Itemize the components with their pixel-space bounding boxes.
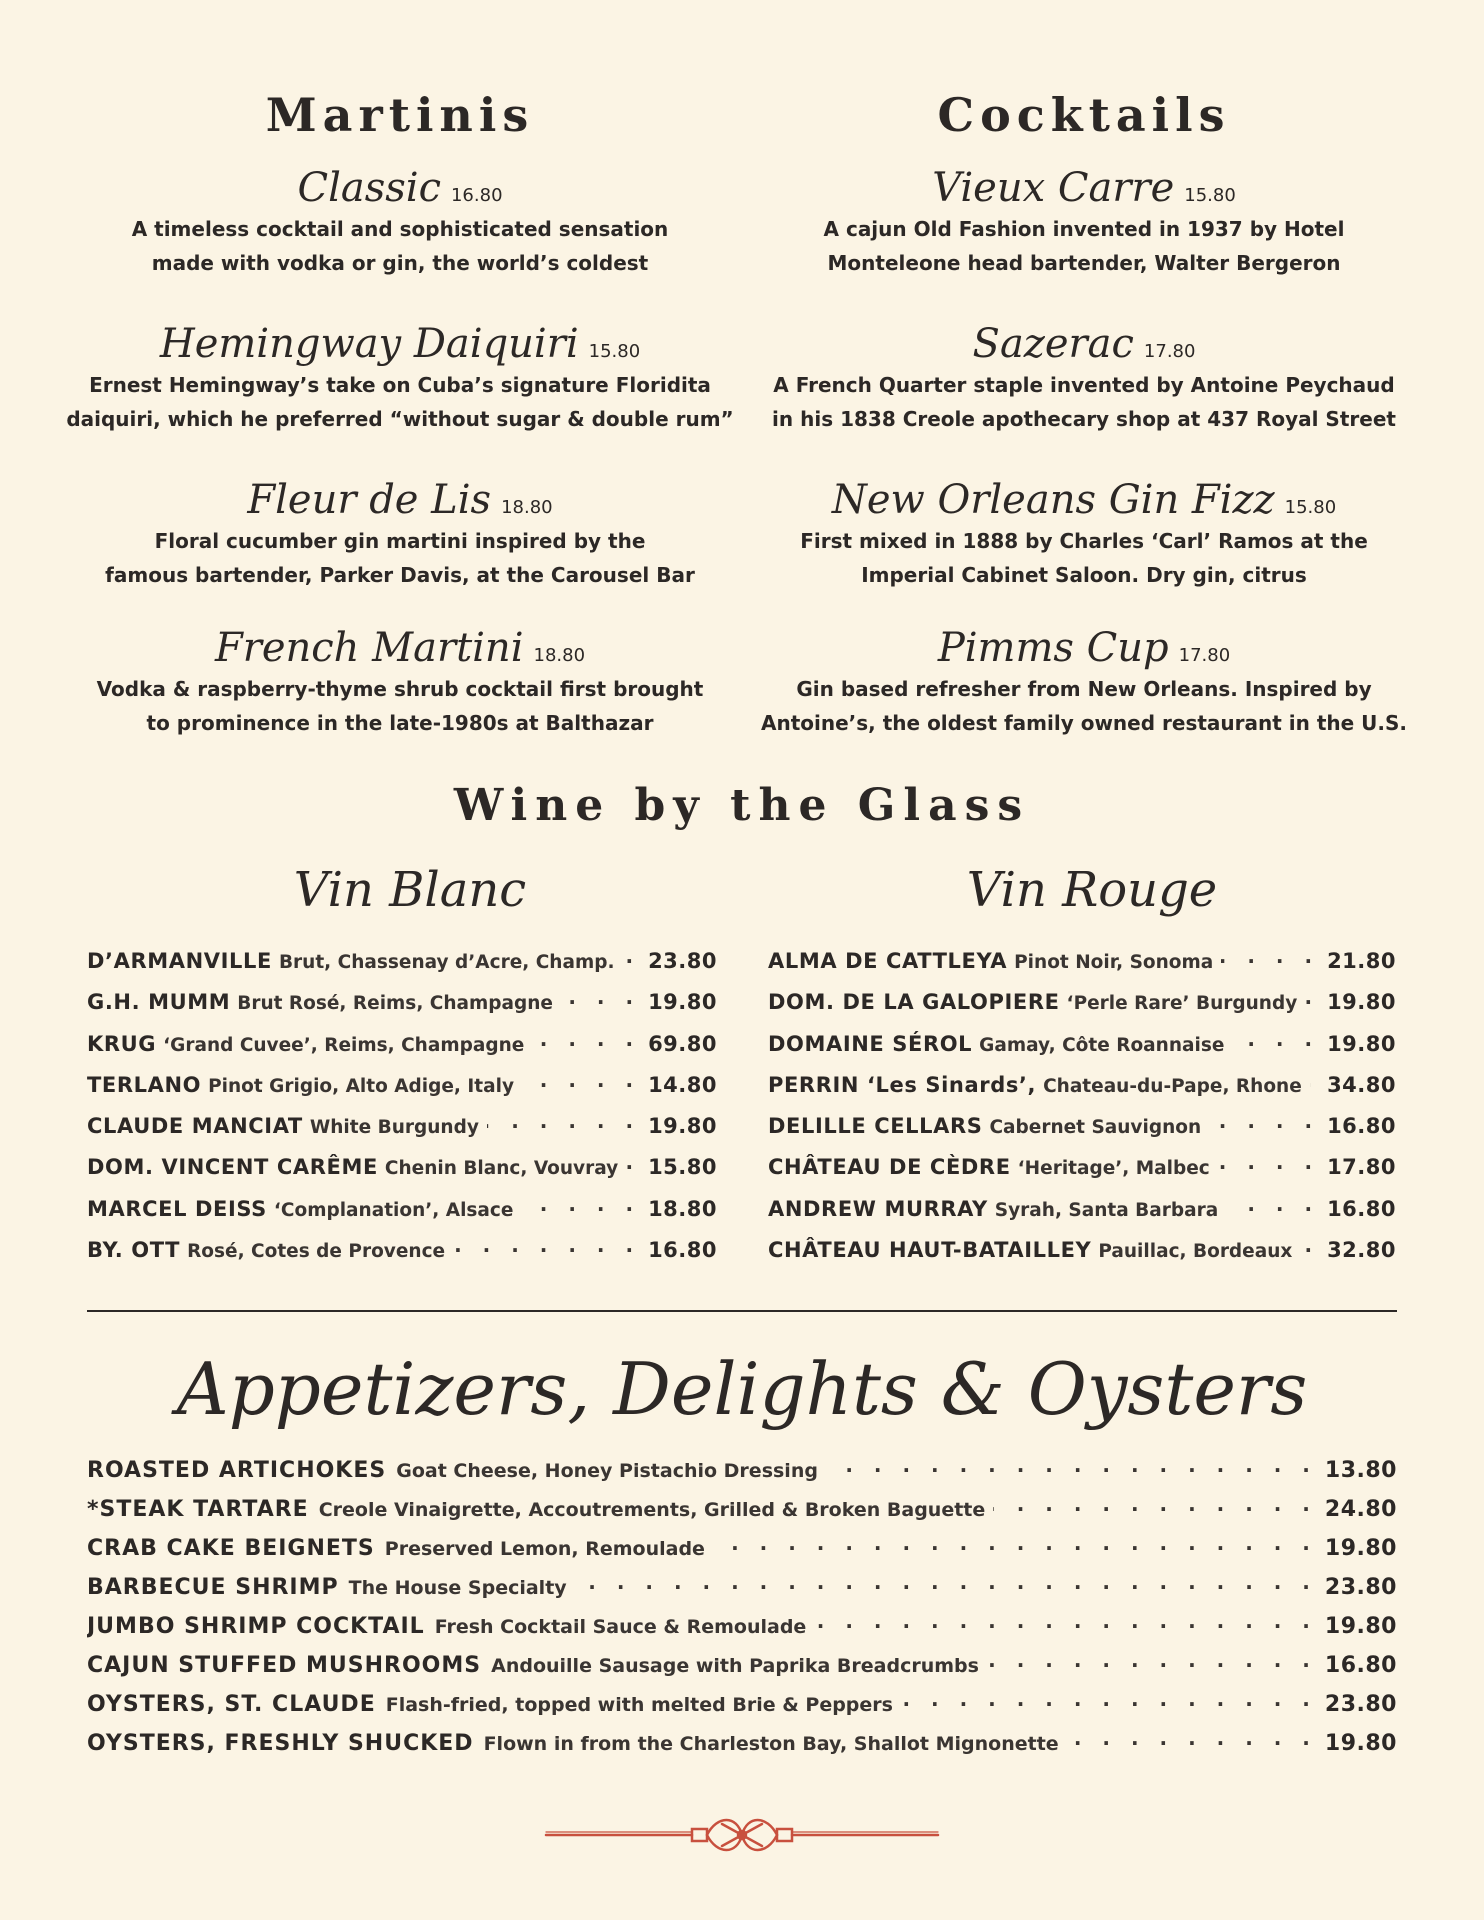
drink-item xyxy=(744,164,1424,320)
dot-leader xyxy=(826,1453,1317,1477)
wine-price: 19.80 xyxy=(648,990,717,1015)
dish-name: *STEAK TARTARE xyxy=(87,1497,309,1522)
list-item xyxy=(87,985,717,1026)
wine-description: Pinot Noir, Sonoma xyxy=(1014,952,1214,973)
vin-blanc-title: Vin Blanc xyxy=(293,862,527,918)
dish-price: 23.80 xyxy=(1324,1575,1397,1600)
drink-price: 15.80 xyxy=(1184,185,1236,206)
vin-rouge-list xyxy=(768,944,1396,1274)
list-item xyxy=(768,1068,1396,1109)
drink-name: Classic xyxy=(297,165,441,211)
list-item xyxy=(87,1492,1397,1531)
drink-description: to prominence in the late-1980s at Balthazar xyxy=(146,711,654,735)
wine-price: 15.80 xyxy=(648,1155,717,1180)
wine-price: 34.80 xyxy=(1327,1072,1396,1097)
wine-price: 14.80 xyxy=(648,1072,717,1097)
wine-description: ‘Grand Cuvee’, Reims, Champagne xyxy=(163,1034,525,1056)
dot-leader xyxy=(713,1531,1317,1555)
drink-description: Floral cucumber gin martini inspired by the xyxy=(154,529,646,553)
drink-description: made with vodka or gin, the world’s coldest xyxy=(151,251,649,275)
dish-price: 13.80 xyxy=(1324,1458,1397,1483)
list-item xyxy=(768,1233,1396,1274)
wine-name: BY. OTT xyxy=(87,1238,181,1263)
dot-leader xyxy=(626,1150,640,1174)
dish-name: OYSTERS, ST. CLAUDE xyxy=(87,1692,376,1717)
wine-price: 16.80 xyxy=(1327,1196,1396,1221)
wine-price: 17.80 xyxy=(1327,1155,1396,1180)
list-item xyxy=(768,985,1396,1026)
wine-title: Wine by the Glass xyxy=(453,780,1031,831)
drink-price: 18.80 xyxy=(501,497,553,518)
list-item xyxy=(87,1192,717,1233)
wine-description: Rosé, Cotes de Provence xyxy=(187,1241,446,1263)
wine-description: Chenin Blanc, Vouvray xyxy=(384,1158,619,1180)
list-item xyxy=(87,1531,1397,1570)
dot-leader xyxy=(814,1609,1317,1633)
drink-price: 18.80 xyxy=(533,645,586,666)
drink-description: Vodka & raspberry-thyme shrub cocktail first brought xyxy=(96,677,704,701)
dish-price: 19.80 xyxy=(1324,1731,1397,1756)
drink-description: Ernest Hemingway’s take on Cuba’s signature Floridita xyxy=(89,373,711,397)
list-item xyxy=(87,1609,1397,1648)
list-item xyxy=(87,1687,1397,1726)
wine-description: Gamay, Côte Roannaise xyxy=(979,1034,1225,1056)
drink-description: A French Quarter staple invented by Antoine Peychaud xyxy=(773,373,1395,397)
dot-leader xyxy=(575,1570,1317,1594)
wine-description: Chateau-du-Pape, Rhone xyxy=(1043,1075,1302,1097)
dot-leader xyxy=(1209,1109,1319,1133)
ornament-flourish-icon xyxy=(542,1810,942,1860)
list-item xyxy=(87,1453,1397,1492)
dish-name: OYSTERS, FRESHLY SHUCKED xyxy=(87,1731,474,1756)
wine-name: CHÂTEAU HAUT-BATAILLEY xyxy=(768,1238,1092,1263)
wine-price: 18.80 xyxy=(648,1196,717,1221)
martinis-section xyxy=(60,84,740,772)
wine-description: Cabernet Sauvignon xyxy=(989,1117,1202,1139)
dot-leader xyxy=(561,985,640,1009)
wine-name: TERLANO xyxy=(87,1072,202,1097)
list-item xyxy=(87,1648,1397,1687)
drink-name: Vieux Carre xyxy=(932,165,1175,211)
dot-leader xyxy=(987,1648,1317,1672)
dish-price: 19.80 xyxy=(1324,1614,1397,1639)
dot-leader xyxy=(521,1192,640,1216)
list-item xyxy=(87,1150,717,1191)
dot-leader xyxy=(1067,1726,1317,1750)
wine-price: 16.80 xyxy=(648,1238,717,1263)
dot-leader xyxy=(1310,1068,1319,1092)
dish-description: Goat Cheese, Honey Pistachio Dressing xyxy=(396,1460,818,1482)
dish-description: Creole Vinaigrette, Accoutrements, Grilled & Broken Baguette xyxy=(318,1499,986,1521)
drink-price: 17.80 xyxy=(1178,645,1231,666)
drink-description: First mixed in 1888 by Charles ‘Carl’ Ramos at the xyxy=(800,529,1368,553)
vin-blanc-list xyxy=(87,944,717,1274)
list-item xyxy=(768,1150,1396,1191)
list-item xyxy=(87,1570,1397,1609)
drink-description: in his 1838 Creole apothecary shop at 437 Royal Street xyxy=(772,407,1396,431)
dot-leader xyxy=(453,1233,640,1257)
wine-description: Syrah, Santa Barbara xyxy=(994,1199,1219,1221)
dot-leader xyxy=(522,1068,640,1092)
drink-item xyxy=(744,624,1424,772)
wine-name: KRUG xyxy=(87,1031,157,1056)
drink-item xyxy=(744,476,1424,624)
dot-leader xyxy=(1232,1027,1319,1051)
dish-description: Fresh Cocktail Sauce & Remoulade xyxy=(434,1616,807,1638)
dot-leader xyxy=(993,1492,1317,1516)
wine-price: 21.80 xyxy=(1327,949,1396,973)
dish-name: CRAB CAKE BEIGNETS xyxy=(87,1536,375,1561)
wine-name: G.H. MUMM xyxy=(87,990,231,1015)
drink-description: Antoine’s, the oldest family owned restaurant in the U.S. xyxy=(761,711,1407,735)
drink-description: A cajun Old Fashion invented in 1937 by Hotel xyxy=(823,217,1345,241)
drink-price: 16.80 xyxy=(450,185,503,206)
drink-name: Hemingway Daiquiri xyxy=(159,321,579,367)
drink-description: Imperial Cabinet Saloon. Dry gin, citrus xyxy=(861,563,1307,587)
dish-name: BARBECUE SHRIMP xyxy=(87,1575,339,1600)
wine-description: ‘Heritage’, Malbec xyxy=(1017,1158,1210,1180)
drink-item xyxy=(60,476,740,624)
drink-description: Gin based refresher from New Orleans. Inspired by xyxy=(796,677,1372,701)
dot-leader xyxy=(1221,944,1319,968)
drink-item xyxy=(744,320,1424,476)
list-item xyxy=(87,1109,717,1150)
wine-name: PERRIN ‘Les Sinards’, xyxy=(768,1072,1037,1097)
drink-description: Monteleone head bartender, Walter Bergeron xyxy=(827,251,1341,275)
wine-price: 69.80 xyxy=(648,1031,717,1056)
list-item xyxy=(87,1726,1397,1765)
dish-description: Flown in from the Charleston Bay, Shallot Mignonette xyxy=(483,1733,1059,1755)
list-item xyxy=(87,1233,717,1274)
wine-name: ANDREW MURRAY xyxy=(768,1196,988,1221)
wine-name: DOMAINE SÉROL xyxy=(768,1031,973,1056)
dish-description: The House Specialty xyxy=(348,1577,567,1599)
dish-name: JUMBO SHRIMP COCKTAIL xyxy=(87,1614,425,1639)
drink-price: 15.80 xyxy=(1284,497,1337,518)
drink-name: Fleur de Lis xyxy=(247,477,492,523)
appetizers-list xyxy=(87,1453,1397,1765)
drink-description: A timeless cocktail and sophisticated sensation xyxy=(131,217,669,241)
wine-price: 19.80 xyxy=(1327,990,1396,1015)
wine-name: ALMA DE CATTLEYA xyxy=(768,949,1008,973)
dot-leader xyxy=(487,1109,640,1133)
dish-price: 19.80 xyxy=(1324,1536,1397,1561)
wine-description: Brut Rosé, Reims, Champagne xyxy=(237,993,553,1015)
wine-price: 23.80 xyxy=(648,949,717,973)
wine-price: 19.80 xyxy=(1327,1031,1396,1056)
wine-name: DOM. VINCENT CARÊME xyxy=(87,1155,378,1180)
wine-description: ‘Perle Rare’ Burgundy xyxy=(1066,993,1298,1015)
list-item xyxy=(768,1027,1396,1068)
dish-name: CAJUN STUFFED MUSHROOMS xyxy=(87,1653,482,1678)
vin-rouge-title: Vin Rouge xyxy=(966,862,1218,918)
list-item xyxy=(87,1068,717,1109)
dish-description: Andouille Sausage with Paprika Breadcrumbs xyxy=(491,1655,979,1677)
list-item xyxy=(768,1109,1396,1150)
drink-price: 15.80 xyxy=(588,341,641,362)
wine-description: White Burgundy xyxy=(309,1117,479,1139)
dish-price: 16.80 xyxy=(1324,1653,1397,1678)
drink-name: French Martini xyxy=(214,625,524,671)
wine-description: Pauillac, Bordeaux xyxy=(1098,1241,1293,1263)
list-item xyxy=(87,944,717,985)
dot-leader xyxy=(901,1687,1317,1711)
dish-price: 24.80 xyxy=(1324,1497,1397,1522)
wine-name: DOM. DE LA GALOPIERE xyxy=(768,990,1060,1015)
martinis-title: Martinis xyxy=(265,88,535,142)
wine-price: 19.80 xyxy=(648,1114,717,1139)
section-divider xyxy=(87,1310,1397,1312)
appetizers-title: Appetizers, Delights & Oysters xyxy=(176,1347,1308,1431)
drink-description: daiquiri, which he preferred “without sugar & double rum” xyxy=(66,407,734,431)
dish-description: Flash-fried, topped with melted Brie & Peppers xyxy=(385,1694,893,1716)
wine-price: 32.80 xyxy=(1327,1238,1396,1263)
wine-name: DELILLE CELLARS xyxy=(768,1114,983,1139)
drink-name: New Orleans Gin Fizz xyxy=(831,477,1275,523)
wine-description: Pinot Grigio, Alto Adige, Italy xyxy=(208,1075,515,1097)
dot-leader xyxy=(1305,985,1319,1009)
wine-description: ‘Complanation’, Alsace xyxy=(273,1199,514,1221)
drink-description: famous bartender, Parker Davis, at the Carousel Bar xyxy=(105,563,695,587)
wine-name: MARCEL DEISS xyxy=(87,1196,267,1221)
drink-item xyxy=(60,624,740,772)
list-item xyxy=(768,1192,1396,1233)
list-item xyxy=(768,944,1396,985)
drink-item xyxy=(60,164,740,320)
dot-leader xyxy=(532,1027,640,1051)
cocktails-title: Cocktails xyxy=(937,88,1231,142)
dot-leader xyxy=(1226,1192,1319,1216)
dish-price: 23.80 xyxy=(1324,1692,1397,1717)
drink-name: Pimms Cup xyxy=(937,625,1169,671)
dot-leader xyxy=(1300,1233,1319,1257)
drink-name: Sazerac xyxy=(972,321,1134,367)
wine-name: CHÂTEAU DE CÈDRE xyxy=(768,1155,1011,1180)
wine-name: CLAUDE MANCIAT xyxy=(87,1114,303,1139)
dot-leader xyxy=(623,944,641,968)
wine-price: 16.80 xyxy=(1327,1114,1396,1139)
cocktails-section xyxy=(744,84,1424,772)
dish-name: ROASTED ARTICHOKES xyxy=(87,1458,387,1483)
wine-description: Brut, Chassenay d’Acre, Champ. xyxy=(278,952,615,973)
wine-name: D’ARMANVILLE xyxy=(87,949,272,973)
drink-price: 17.80 xyxy=(1143,341,1196,362)
dish-description: Preserved Lemon, Remoulade xyxy=(384,1538,705,1560)
dot-leader xyxy=(1218,1150,1319,1174)
list-item xyxy=(87,1027,717,1068)
drink-item xyxy=(60,320,740,476)
